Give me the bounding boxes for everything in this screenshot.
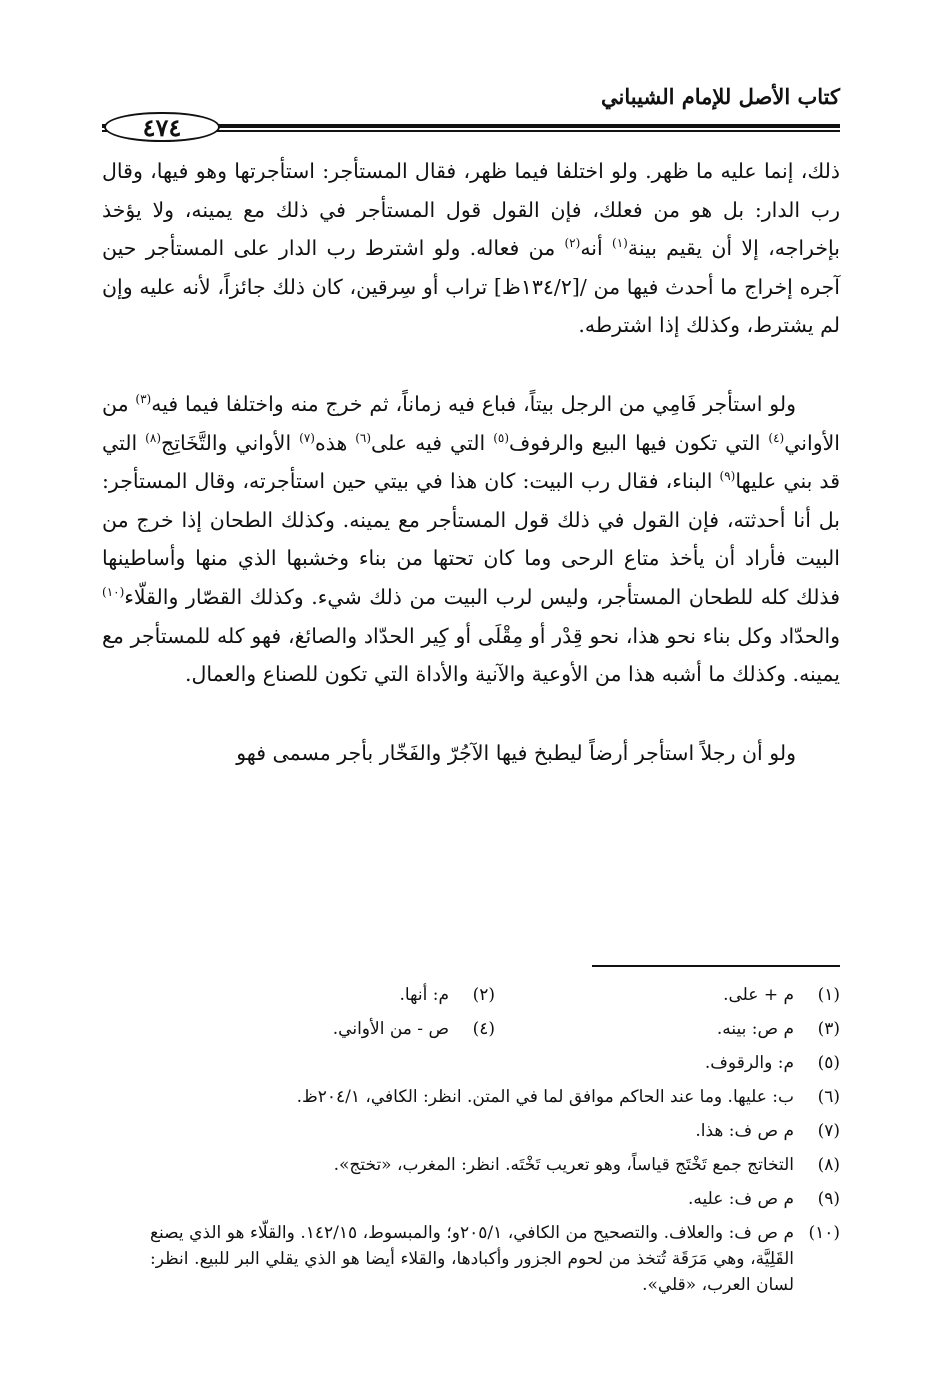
paragraph-segment: ولو استأجر فَامِي من الرجل بيتاً، فباع فيه زماناً، ثم خرج منه واختلفا فيما فيه: [151, 391, 796, 416]
footnote-ref-4: (٤): [768, 430, 785, 445]
footnote-ref-10: (١٠): [102, 585, 125, 600]
footnote-ref-8: (٨): [145, 430, 161, 445]
footnote-3: [495, 1012, 840, 1046]
footnote-text: م + على.: [723, 985, 794, 1005]
footnote-number: (٨): [817, 1155, 840, 1175]
footnotes: [150, 978, 840, 1298]
footnote-7: [150, 1114, 840, 1148]
footnote-text: التخاتج جمع تَخْتَج قياساً، وهو تعريب تَخْتَه. انظر: المغرب، «تختج».: [333, 1155, 794, 1175]
footnote-1: [495, 978, 840, 1012]
paragraph-segment: من فعاله. ولو اشترط رب الدار على المستأجر حين آجره إخراج ما أحدث فيها من /[١٣٤/٢ظ] تراب أو سِرقين، كان ذلك جائزاً، لأنه عليه وإن لم يشترط، وكذلك إذا اشترطه.: [102, 236, 840, 338]
footnote-6: [150, 1080, 840, 1114]
footnote-8: [150, 1148, 840, 1182]
page-number: ٤٧٤: [142, 112, 182, 142]
footnote-ref-2: (٢): [564, 236, 581, 251]
footnote-text: م ص ف: والعلاف. والتصحيح من الكافي، ٢٠٥/١و؛ والمبسوط، ١٤٢/١٥. والقلّاء هو الذي يصنع القَلِيَّة، وهي مَرَقَة تُتخذ من لحوم الجزور وأكبادها، والقلاء أيضا هو الذي يقلي البر للبيع. انظر: لسان العرب، «قلي».: [150, 1223, 794, 1295]
footnote-text: م: أنها.: [399, 985, 449, 1005]
footnote-ref-9: (٩): [719, 469, 736, 484]
paragraph-segment: ذلك، إنما عليه ما ظهر. ولو اختلفا فيما ظهر، فقال المستأجر: استأجرتها وهو فيها، وقال رب الدار: بل هو من فعلك، فإن القول قول المستأجر في ذلك مع يمينه، ولا يؤخذ بإخراجه، إلا أن يقيم بينة: [102, 159, 840, 261]
paragraph-segment: الأواني والتَّخَاتِج: [161, 430, 300, 455]
paragraph-segment: أنه: [580, 236, 612, 261]
footnote-ref-3: (٣): [135, 392, 152, 407]
paragraph-segment: والحدّاد وكل بناء نحو هذا، نحو قِدْر أو مِقْلَى أو كِير الحدّاد والصائغ، فهو كله للمستأجر مع يمينه. وكذلك ما أشبه هذا من الأوعية والآنية والأداة التي تكون للصناع والعمال.: [102, 623, 840, 687]
paragraph-segment: هذه: [314, 430, 356, 455]
paragraph-segment: ولو أن رجلاً استأجر أرضاً ليطبخ فيها الآجُرّ والفَخّار بأجر مسمى فهو: [236, 740, 796, 765]
footnote-number: (١٠): [808, 1223, 840, 1243]
footnote-9: [150, 1182, 840, 1216]
footnote-separator: [592, 965, 840, 967]
footnote-5: [150, 1046, 840, 1080]
book-title: كتاب الأصل للإمام الشيباني: [601, 84, 840, 109]
page-header: [102, 78, 840, 140]
footnote-text: ب: عليها. وما عند الحاكم موافق لما في المتن. انظر: الكافي، ٢٠٤/١ظ.: [296, 1087, 794, 1107]
footnote-row: [150, 978, 840, 1012]
footnote-text: م ص ف: عليه.: [687, 1189, 794, 1209]
footnote-number: (٩): [817, 1189, 840, 1209]
footnote-ref-5: (٥): [493, 430, 510, 445]
paragraph-segment: البناء، فقال رب البيت: كان هذا في بيتي حين استأجرته، وقال المستأجر: بل أنا أحدثته، فإن القول في ذلك قول المستأجر مع يمينه. وكذلك الطحان إذا خرج من البيت فأراد أن يأخذ متاع الرحى وما كان تحتها من بناء وخشبها الذي منها وأساطينها فذلك كله للطحان المستأجر، وليس لرب البيت من ذلك شيء. وكذلك القصّار والقلّاء: [102, 469, 840, 609]
footnote-number: (٦): [817, 1087, 840, 1107]
footnote-number: (٧): [817, 1121, 840, 1141]
footnote-text: م ص ف: هذا.: [695, 1121, 794, 1141]
page-number-badge: [104, 112, 220, 142]
paragraph-segment: التي تكون فيها البيع والرفوف: [509, 430, 769, 455]
paragraph-1: [102, 152, 840, 345]
footnote-row: [150, 1012, 840, 1046]
paragraph-segment: التي فيه على: [371, 430, 494, 455]
footnote-text: م ص: بينه.: [716, 1019, 794, 1039]
footnote-ref-7: (٧): [299, 430, 315, 445]
footnote-number: (٣): [817, 1019, 840, 1039]
main-text: [102, 152, 840, 772]
footnote-4: [150, 1012, 495, 1046]
footnote-ref-6: (٦): [355, 430, 372, 445]
footnote-number: (٤): [472, 1019, 495, 1039]
footnote-2: [150, 978, 495, 1012]
footnote-text: م: والرقوف.: [704, 1053, 794, 1073]
footnote-10: [150, 1216, 840, 1298]
footnote-number: (٥): [817, 1053, 840, 1073]
paragraph-2: [102, 385, 840, 694]
paragraph-segment: التي قد بني عليها: [102, 430, 840, 494]
footnote-ref-1: (١): [612, 236, 628, 251]
footnote-number: (٢): [472, 985, 495, 1005]
footnote-number: (١): [817, 985, 840, 1005]
paragraph-segment: من الأواني: [102, 391, 840, 455]
footnote-text: ص - من الأواني.: [332, 1019, 449, 1039]
paragraph-3: [102, 734, 840, 773]
